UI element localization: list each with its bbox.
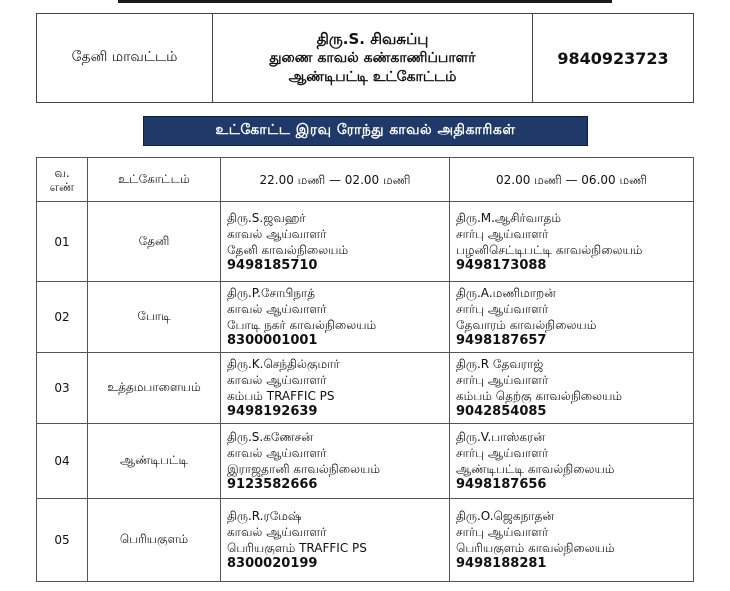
dsp-office: ஆண்டிபட்டி உட்கோட்டம்	[288, 68, 457, 85]
row-subdivision: தேனி	[88, 202, 221, 282]
row-subdivision: ஆண்டிபட்டி	[88, 424, 221, 499]
officer-designation: காவல் ஆய்வாளர்	[227, 226, 327, 241]
dsp-phone: 9840923723	[557, 48, 669, 68]
officer-designation: சார்பு ஆய்வாளர்	[456, 226, 549, 241]
table-row	[37, 353, 694, 424]
officer-phone: 9498185710	[227, 257, 318, 273]
shift1-officer	[221, 282, 450, 353]
officer-name: திரு.K.செந்தில்குமார்	[227, 357, 340, 371]
col-serial-header	[37, 158, 88, 202]
row-serial: 02	[37, 282, 88, 353]
shift1-officer	[221, 202, 450, 282]
officer-station: தேனி காவல்நிலையம்	[227, 242, 349, 257]
top-rule	[118, 0, 612, 3]
officer-header	[36, 13, 694, 103]
officer-phone: 9498188281	[456, 556, 547, 571]
row-serial: 03	[37, 353, 88, 424]
officer-phone: 9042854085	[456, 404, 547, 419]
officer-designation: காவல் ஆய்வாளர்	[227, 302, 327, 316]
officer-designation: காவல் ஆய்வாளர்	[227, 373, 327, 387]
officer-designation: காவல் ஆய்வாளர்	[227, 446, 327, 460]
officer-station: ஆண்டிபட்டி காவல்நிலையம்	[456, 462, 615, 476]
row-subdivision: போடி	[88, 282, 221, 353]
officer-station: தேவாரம் காவல்நிலையம்	[456, 318, 597, 332]
shift1-officer	[221, 424, 450, 499]
col-subdivision-header: உட்கோட்டம்	[88, 158, 221, 202]
officer-name: திரு.R.ரமேஷ்	[227, 509, 302, 523]
col-serial-line1: வ.	[54, 165, 70, 180]
shift2-officer	[450, 202, 694, 282]
dsp-name: திரு.S. சிவசுப்பு	[316, 29, 429, 48]
district-name: தேனி மாவட்டம்	[37, 14, 213, 102]
officer-phone: 9498192639	[227, 404, 318, 419]
table-header-row	[37, 158, 694, 202]
officer-phone: 9498173088	[456, 257, 547, 273]
shift1-officer	[221, 499, 450, 582]
officer-phone: 9498187657	[456, 333, 547, 348]
officer-designation: காவல் ஆய்வாளர்	[227, 525, 327, 539]
shift2-officer	[450, 424, 694, 499]
dsp-details	[213, 14, 533, 102]
table-row	[37, 499, 694, 582]
row-serial: 05	[37, 499, 88, 582]
officer-name: திரு.M.ஆசிர்வாதம்	[456, 210, 562, 225]
officer-name: திரு.P.சோபிநாத்	[227, 286, 316, 300]
table-row	[37, 282, 694, 353]
section-banner: உட்கோட்ட இரவு ரோந்து காவல் அதிகாரிகள்	[143, 116, 588, 146]
officer-name: திரு.V.பாஸ்கரன்	[456, 430, 545, 444]
officer-name: திரு.O.ஜெகநாதன்	[456, 509, 554, 523]
night-patrol-table	[36, 157, 694, 582]
officer-station: போடி நகர் காவல்நிலையம்	[227, 318, 377, 332]
officer-phone: 9123582666	[227, 477, 318, 492]
officer-station: பெரியகுளம் காவல்நிலையம்	[456, 541, 615, 555]
shift1-officer	[221, 353, 450, 424]
officer-station: கம்பம் தெற்கு காவல்நிலையம்	[456, 389, 623, 403]
officer-phone: 9498187656	[456, 477, 547, 492]
row-serial: 04	[37, 424, 88, 499]
officer-designation: சார்பு ஆய்வாளர்	[456, 446, 549, 460]
row-serial: 01	[37, 202, 88, 282]
col-serial-line2: எண்	[49, 179, 75, 194]
officer-phone: 8300020199	[227, 556, 318, 571]
officer-name: திரு.S.ஜவஹர்	[227, 210, 306, 225]
officer-phone: 8300001001	[227, 333, 318, 348]
row-subdivision: பெரியகுளம்	[88, 499, 221, 582]
officer-designation: சார்பு ஆய்வாளர்	[456, 525, 549, 539]
shift2-officer	[450, 353, 694, 424]
row-subdivision: உத்தமபாளையம்	[88, 353, 221, 424]
shift2-officer	[450, 282, 694, 353]
table-row	[37, 202, 694, 282]
table-row	[37, 424, 694, 499]
officer-station: கம்பம் TRAFFIC PS	[227, 389, 335, 403]
officer-name: திரு.R தேவராஜ்	[456, 357, 544, 371]
col-shift1-header: 22.00 மணி — 02.00 மணி	[221, 158, 450, 202]
shift2-officer	[450, 499, 694, 582]
dsp-designation: துணை காவல் கண்காணிப்பாளர்	[269, 49, 476, 66]
officer-station: பெரியகுளம் TRAFFIC PS	[227, 541, 367, 555]
officer-name: திரு.S.கணேசன்	[227, 430, 313, 444]
officer-station: இராஜதானி காவல்நிலையம்	[227, 462, 380, 476]
col-shift2-header: 02.00 மணி — 06.00 மணி	[450, 158, 694, 202]
officer-designation: சார்பு ஆய்வாளர்	[456, 302, 549, 316]
officer-designation: சார்பு ஆய்வாளர்	[456, 373, 549, 387]
officer-station: பழனிசெட்டிபட்டி காவல்நிலையம்	[456, 242, 643, 257]
officer-name: திரு.A.மணிமாறன்	[456, 286, 556, 300]
